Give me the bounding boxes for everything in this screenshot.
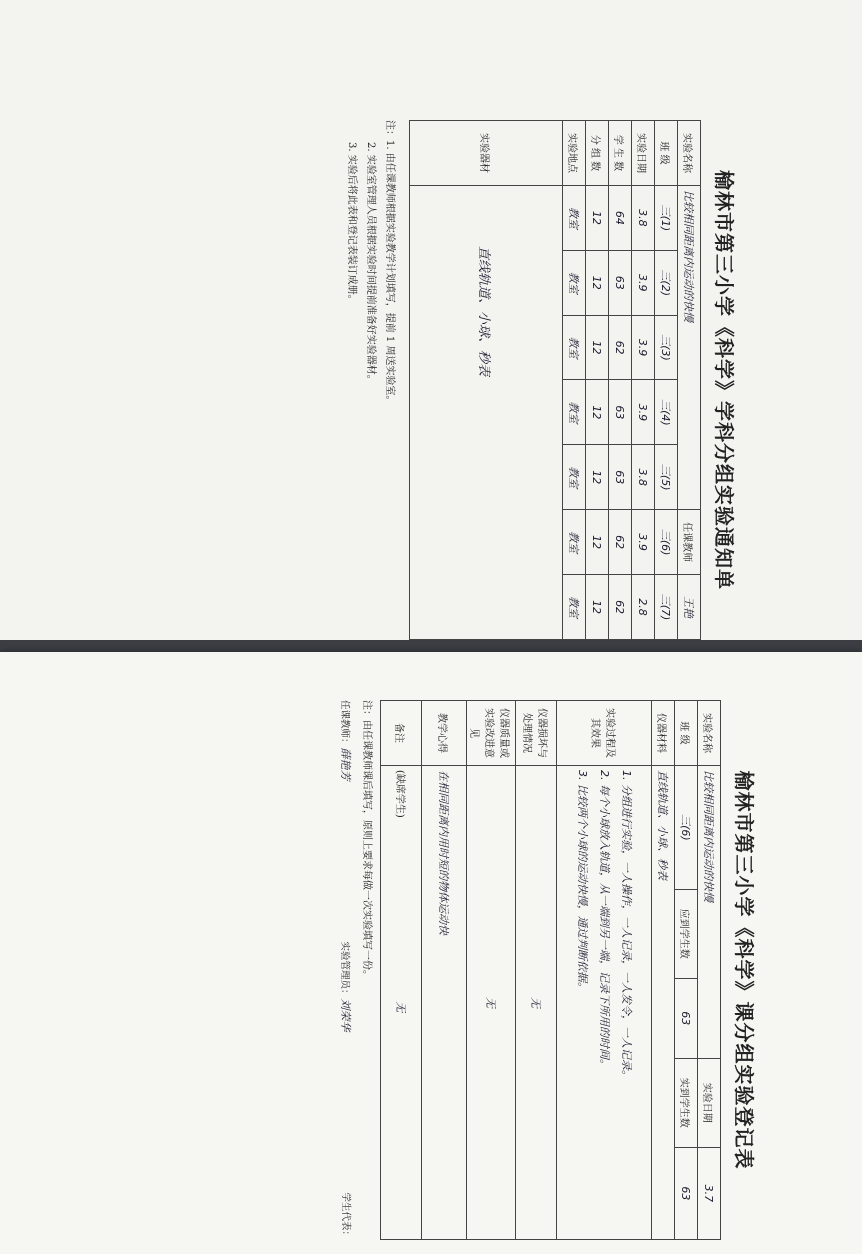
label-suggest: 仪器质量或实验改进意见 [467, 701, 516, 766]
teacher-sign-label: 任课教师： [339, 700, 350, 748]
label-students: 学 生 数 [609, 121, 632, 186]
groups-cell: 12 [586, 575, 609, 640]
record-class: 三(6) [675, 766, 698, 890]
notice-notes [342, 120, 399, 640]
notice-table [409, 120, 701, 640]
record-equipment: 直线轨道、小球、秒表 [652, 766, 675, 1240]
label-teacher: 任课教师 [678, 510, 701, 575]
remark-hint: (缺席学生) [394, 770, 405, 818]
place-cell: 教室 [563, 445, 586, 510]
date-cell: 3.8 [632, 186, 655, 251]
row-class [655, 121, 678, 640]
class-cell: 三(6) [655, 510, 678, 575]
date-cell: 3.9 [632, 315, 655, 380]
groups-cell: 12 [586, 510, 609, 575]
page-gap [0, 640, 862, 652]
process-step: 1. 分组进行实验，一人操作，一人记录，一人发令，一人记录。 [620, 770, 633, 1081]
row-place [563, 121, 586, 640]
label-groups: 分 组 数 [586, 121, 609, 186]
record-document [60, 700, 760, 1240]
row-record-suggest [467, 701, 516, 1240]
admin-sign-label: 实验管理员： [339, 941, 350, 999]
row-students [609, 121, 632, 640]
row-record-process [557, 701, 652, 1240]
record-date: 3.7 [698, 1147, 721, 1239]
record-actual: 63 [675, 1147, 698, 1239]
class-cell: 三(7) [655, 575, 678, 640]
class-cell: 三(3) [655, 315, 678, 380]
student-signature: 学生代表： [340, 1192, 351, 1240]
place-cell: 教室 [563, 315, 586, 380]
label-place: 实验地点 [563, 121, 586, 186]
label-name: 实验名称 [698, 701, 721, 766]
notice-title: 榆林市第三小学《科学》学科分组实验通知单 [712, 170, 736, 590]
record-notes: 注：由任课教师课后填写，原则上要求每做一次实验填写一份。 [361, 700, 372, 980]
groups-cell: 12 [586, 186, 609, 251]
equipment-list: 直线轨道、小球、秒表 [410, 186, 563, 640]
label-actual: 实到学生数 [675, 1058, 698, 1147]
record-expected: 63 [675, 978, 698, 1058]
label-date: 实验日期 [698, 1058, 721, 1147]
record-process [557, 766, 652, 1240]
students-cell: 62 [609, 510, 632, 575]
date-cell: 3.9 [632, 380, 655, 445]
students-cell: 62 [609, 315, 632, 380]
note-line: 3. 实验后将此表和登记表装订成册。 [346, 142, 357, 305]
record-sheet [0, 652, 862, 1254]
place-cell: 教室 [563, 250, 586, 315]
students-cell: 63 [609, 445, 632, 510]
record-damage: 无 [516, 766, 557, 1240]
label-class: 班 级 [675, 701, 698, 766]
label-reflection: 教学心得 [422, 701, 467, 766]
note-line: 注：1. 由任课教师根据实验教学计划填写，提前 1 周送实验室。 [384, 120, 395, 406]
row-date [632, 121, 655, 640]
students-cell: 63 [609, 250, 632, 315]
row-name [678, 121, 701, 640]
notice-document [50, 120, 740, 640]
teacher-name: 王艳 [678, 575, 701, 640]
label-name: 实验名称 [678, 121, 701, 186]
label-equipment: 仪器材料 [652, 701, 675, 766]
label-date: 实验日期 [632, 121, 655, 186]
label-damage: 仪器损坏与处理情况 [516, 701, 557, 766]
record-remark-cell [381, 766, 422, 1240]
label-expected: 应到学生数 [675, 889, 698, 978]
groups-cell: 12 [586, 315, 609, 380]
admin-sign-name: 刘荣华 [339, 998, 352, 1032]
record-reflection: 在相同距离内用时短的物体运动快 [422, 766, 467, 1240]
date-cell: 2.8 [632, 575, 655, 640]
record-remark: 无 [394, 1001, 407, 1013]
note-line: 2. 实验室管理人员根据实验时间提前准备好实验器材。 [365, 142, 376, 385]
class-cell: 三(1) [655, 186, 678, 251]
record-title: 榆林市第三小学《科学》课分组实验登记表 [732, 770, 756, 1170]
row-record-class [675, 701, 698, 1240]
row-record-remark [381, 701, 422, 1240]
students-cell: 63 [609, 380, 632, 445]
class-cell: 三(2) [655, 250, 678, 315]
record-table [380, 700, 721, 1240]
place-cell: 教室 [563, 575, 586, 640]
groups-cell: 12 [586, 250, 609, 315]
record-experiment-name: 比较相同距离内运动的快慢 [698, 766, 721, 1059]
row-groups [586, 121, 609, 640]
record-suggest: 无 [467, 766, 516, 1240]
teacher-signature [338, 700, 354, 781]
teacher-sign-name: 薛艳芳 [339, 747, 352, 781]
process-step: 2. 每个小球放入轨道，从一端到另一端，记录下所用的时间。 [598, 770, 611, 1070]
groups-cell: 12 [586, 380, 609, 445]
class-cell: 三(4) [655, 380, 678, 445]
row-record-damage [516, 701, 557, 1240]
row-record-name [698, 701, 721, 1240]
label-equipment: 实验器材 [410, 121, 563, 186]
class-cell: 三(5) [655, 445, 678, 510]
date-cell: 3.8 [632, 445, 655, 510]
row-record-equipment [652, 701, 675, 1240]
students-cell: 64 [609, 186, 632, 251]
date-cell: 3.9 [632, 250, 655, 315]
admin-signature [338, 941, 354, 1031]
date-cell: 3.9 [632, 510, 655, 575]
place-cell: 教室 [563, 510, 586, 575]
process-step: 3. 比较两个小球的运动快慢，通过判断依据。 [576, 770, 589, 993]
place-cell: 教室 [563, 380, 586, 445]
signature-row [338, 700, 354, 1240]
groups-cell: 12 [586, 445, 609, 510]
place-cell: 教室 [563, 186, 586, 251]
students-cell: 62 [609, 575, 632, 640]
label-class: 班 级 [655, 121, 678, 186]
row-record-reflection [422, 701, 467, 1240]
row-equipment [410, 121, 563, 640]
label-process: 实验过程及其效果 [557, 701, 652, 766]
label-remark: 备注 [381, 701, 422, 766]
experiment-name: 比较相同距离内运动的快慢 [678, 186, 701, 510]
